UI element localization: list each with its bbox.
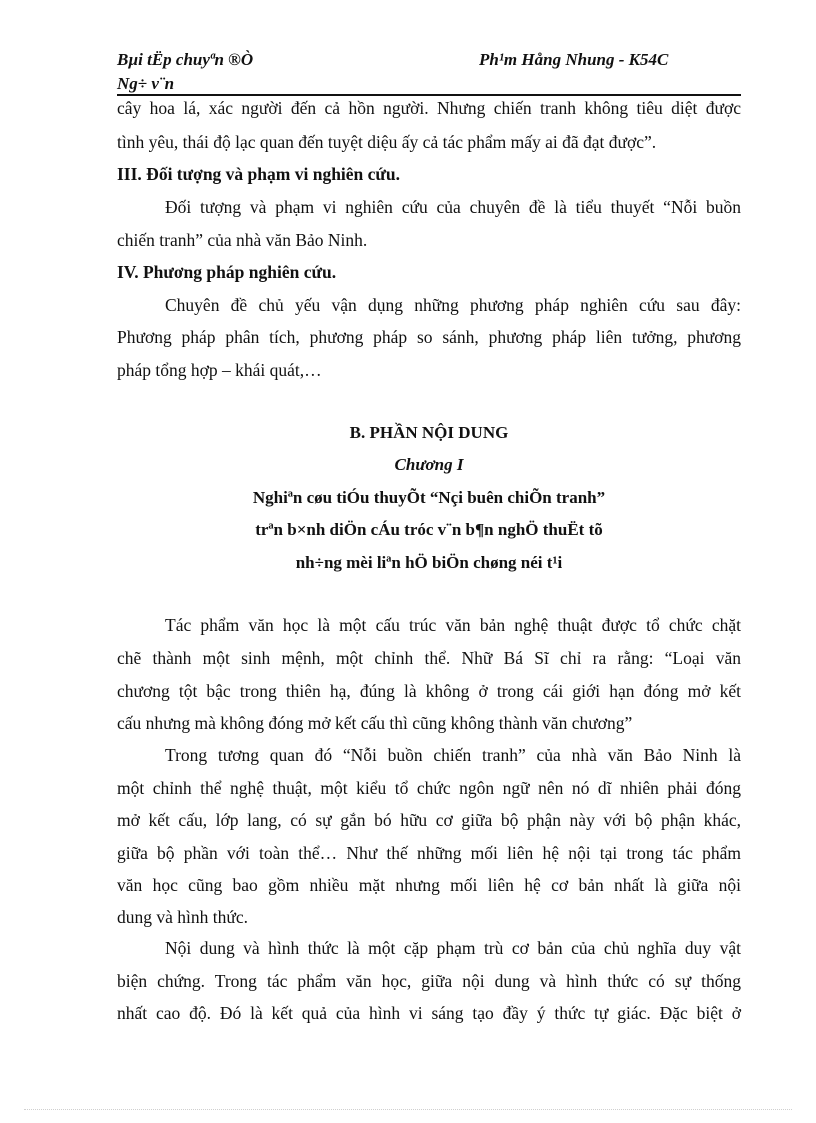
chapter-subtitle-line: nh÷ng mèi liªn hÖ biÖn chøng néi t¹i bbox=[295, 553, 563, 572]
chapter-title: Chương I bbox=[394, 455, 464, 474]
text-line: giữa bộ phần với toàn thể… Như thế những mối liên hệ nội tại trong tác phẩm bbox=[117, 843, 741, 863]
text-line: văn học cũng bao gồm nhiều mặt nhưng mối liên hệ cơ bản nhất là giữa nội bbox=[117, 875, 741, 895]
text-line: dung và hình thức. bbox=[117, 907, 248, 927]
text-line: cấu nhưng mà không đóng mở kết cấu thì cũng không thành văn chương” bbox=[117, 713, 633, 733]
text-line: Trong tương quan đó “Nỗi buồn chiến tranh” của nhà văn Bảo Ninh là bbox=[165, 745, 741, 765]
text-line: tình yêu, thái độ lạc quan đến tuyệt diệu ấy cả tác phẩm mấy ai đã đạt được”. bbox=[117, 132, 657, 152]
text-line: chiến tranh” của nhà văn Bảo Ninh. bbox=[117, 230, 368, 250]
text-line: Chuyên đề chủ yếu vận dụng những phương pháp nghiên cứu sau đây: bbox=[165, 295, 741, 315]
text-line: pháp tổng hợp – khái quát,… bbox=[117, 360, 322, 380]
text-line: mở kết cấu, lớp lang, có sự gắn bó hữu cơ giữa bộ phận này với bộ phận khác, bbox=[117, 810, 741, 830]
header-author: Ph¹m Hång Nhung - K54C bbox=[479, 50, 669, 69]
text-line: Đối tượng và phạm vi nghiên cứu của chuyên đề là tiểu thuyết “Nỗi buồn bbox=[165, 197, 741, 217]
page-bottom-border bbox=[24, 1109, 792, 1110]
text-line: chương tột bậc trong thiên hạ, đúng là không ở trong cái giới hạn đóng mở kết bbox=[117, 681, 741, 701]
page-header bbox=[117, 46, 741, 94]
text-line: Nội dung và hình thức là một cặp phạm trù cơ bản của chủ nghĩa duy vật bbox=[165, 938, 741, 958]
chapter-subtitle-line: trªn b×nh diÖn cÁu tróc v¨n b¶n nghÖ thuËt tõ bbox=[255, 520, 603, 539]
header-course-line-2: Ng÷ v¨n bbox=[117, 74, 175, 93]
text-line: nhất cao độ. Đó là kết quả của hình vi sáng tạo đầy ý thức tự giác. Đặc biệt ở bbox=[117, 1003, 741, 1023]
text-line: biện chứng. Trong tác phẩm văn học, giữa nội dung và hình thức có sự thống bbox=[117, 971, 741, 991]
section-heading-method: IV. Phương pháp nghiên cứu. bbox=[117, 262, 337, 282]
text-line: Tác phẩm văn học là một cấu trúc văn bản nghệ thuật được tổ chức chặt bbox=[165, 615, 741, 635]
chapter-subtitle-line: Nghiªn cøu tiÓu thuyÕt “Nçi buên chiÕn tranh” bbox=[252, 488, 606, 507]
text-line: chẽ thành một sinh mệnh, một chỉnh thể. Nhữ Bá Sĩ chỉ ra rằng: “Loại văn bbox=[117, 648, 741, 668]
text-line: cây hoa lá, xác người đến cả hồn người. Nhưng chiến tranh không tiêu diệt được bbox=[117, 98, 741, 118]
text-line: Phương pháp phân tích, phương pháp so sánh, phương pháp liên tưởng, phương bbox=[117, 327, 741, 347]
header-course-line-1: Bµi tËp chuyªn ®Ò bbox=[117, 50, 254, 69]
header-divider bbox=[117, 94, 741, 96]
text-line: một chỉnh thể nghệ thuật, một kiểu tổ chức ngôn ngữ nên nó dĩ nhiên phải đóng bbox=[117, 778, 741, 798]
section-heading-scope: III. Đối tượng và phạm vi nghiên cứu. bbox=[117, 164, 401, 184]
part-title: B. PHẦN NỘI DUNG bbox=[349, 423, 509, 442]
